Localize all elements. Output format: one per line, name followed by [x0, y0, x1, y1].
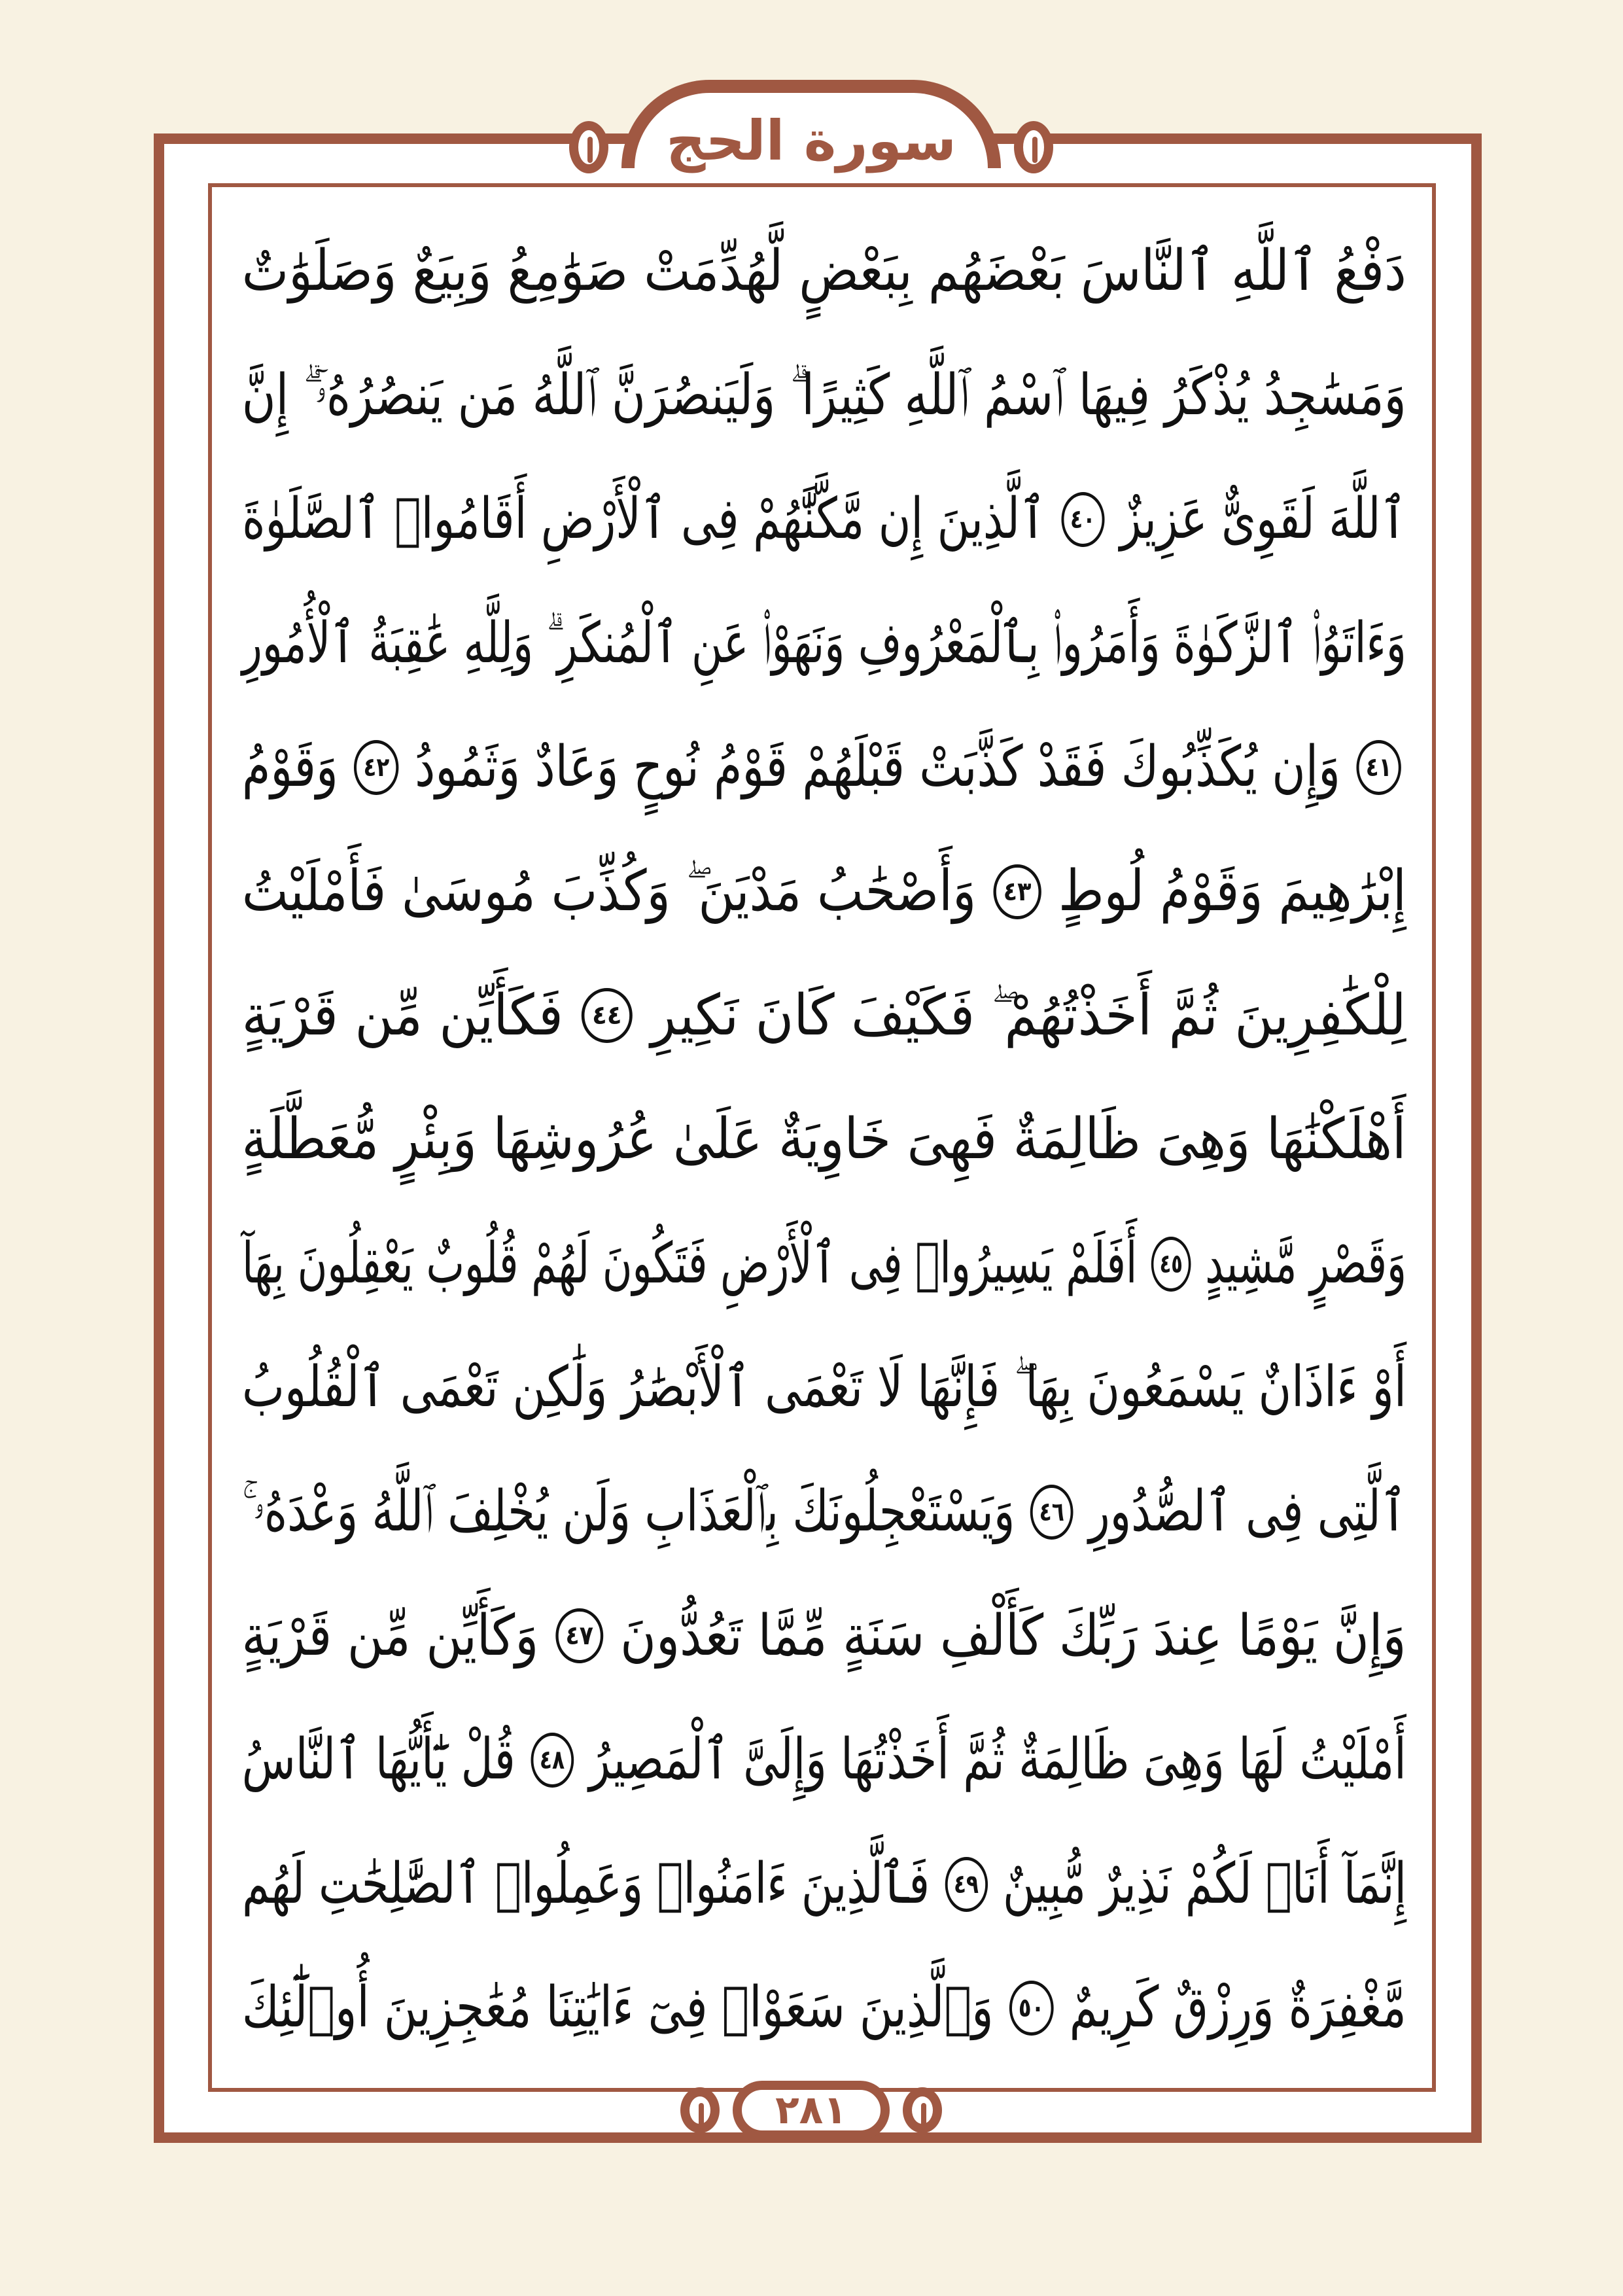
verse-text: فَٱلَّذِينَ ءَامَنُوا۟ وَعَمِلُوا۟ ٱلصَّٰلِحَٰتِ لَهُم — [242, 1850, 930, 1916]
verse-text: ٱلَّذِينَ إِن مَّكَّنَّٰهُمْ فِى ٱلْأَرْضِ أَقَامُوا۟ ٱلصَّلَوٰةَ — [242, 486, 1046, 552]
verse-text: أَوْ ءَاذَانٌ يَسْمَعُونَ بِهَا ۖ فَإِنَّهَا لَا تَعْمَى ٱلْأَبْصَٰرُ وَلَٰكِن تَعْمَى ٱلْقُلُوبُ — [242, 1354, 1406, 1421]
ayah-number-marker: ٤٢ — [354, 740, 398, 795]
text-line — [242, 582, 1406, 706]
text-line — [242, 954, 1406, 1078]
verse-text: قُلْ يَٰٓأَيُّهَا ٱلنَّاسُ — [242, 1727, 515, 1793]
verse-text: أَمْلَيْتُ لَهَا وَهِىَ ظَالِمَةٌ ثُمَّ أَخَذْتُهَا وَإِلَىَّ ٱلْمَصِيرُ — [589, 1727, 1406, 1793]
page-number: ٢٨١ — [733, 2081, 890, 2140]
ayah-number-marker: ٤٨ — [531, 1733, 574, 1788]
verse-text: وَأَصْحَٰبُ مَدْيَنَ ۖ وَكُذِّبَ مُوسَىٰ فَأَمْلَيْتُ — [242, 858, 977, 924]
verse-text: مَّغْفِرَةٌ وَرِزْقٌ كَرِيمٌ — [1069, 1975, 1406, 2041]
ayah-number-marker: ٤٦ — [1030, 1485, 1073, 1540]
text-line — [242, 1698, 1406, 1822]
surah-title: سورة الحج — [666, 108, 956, 173]
header-ornament-left — [569, 121, 608, 173]
verse-text: ٱللَّهَ لَقَوِىٌّ عَزِيزٌ — [1119, 486, 1406, 552]
verse-text: ٱلَّتِى فِى ٱلصُّدُورِ — [1088, 1478, 1406, 1544]
footer-ornament-left — [680, 2087, 720, 2133]
text-line — [242, 1326, 1406, 1450]
verse-text: وَءَاتَوُا۟ ٱلزَّكَوٰةَ وَأَمَرُوا۟ بِٱلْمَعْرُوفِ وَنَهَوْا۟ عَنِ ٱلْمُنكَرِ ۗ وَلِلَّهِ عَٰقِبَةُ ٱلْأُمُورِ — [242, 610, 1406, 676]
text-line — [242, 1450, 1406, 1574]
footer-ornament-right — [903, 2087, 942, 2133]
text-line — [242, 1574, 1406, 1699]
ayah-number-marker: ٤٤ — [582, 988, 633, 1043]
verse-text: وَكَأَيِّن مِّن قَرْيَةٍ — [242, 1602, 539, 1669]
ayah-number-marker: ٤٣ — [994, 864, 1041, 919]
text-line — [242, 1202, 1406, 1326]
page-text — [242, 209, 1406, 2070]
verse-text: وَيَسْتَعْجِلُونَكَ بِٱلْعَذَابِ وَلَن يُخْلِفَ ٱللَّهُ وَعْدَهُۥ ۚ — [242, 1478, 1015, 1544]
verse-text: وَإِنَّ يَوْمًا عِندَ رَبِّكَ كَأَلْفِ سَنَةٍ مِّمَّا تَعُدُّونَ — [620, 1602, 1406, 1669]
text-line — [242, 209, 1406, 334]
text-line — [242, 830, 1406, 954]
verse-text: وَقَصْرٍ مَّشِيدٍ — [1205, 1230, 1406, 1296]
ayah-number-marker: ٤١ — [1356, 740, 1401, 795]
ayah-number-marker: ٤٧ — [556, 1608, 604, 1663]
ayah-number-marker: ٤٩ — [945, 1857, 987, 1912]
text-line — [242, 457, 1406, 582]
header-ornament-right — [1014, 121, 1053, 173]
verse-text: وَمَسَٰجِدُ يُذْكَرُ فِيهَا ٱسْمُ ٱللَّهِ كَثِيرًا ۗ وَلَيَنصُرَنَّ ٱللَّهُ مَن يَنصُرُهُۥٓ ۗ إِنَّ — [242, 362, 1406, 428]
verse-text: فَكَأَيِّن مِّن قَرْيَةٍ — [242, 982, 564, 1048]
ayah-number-marker: ٤٥ — [1151, 1237, 1191, 1292]
text-line — [242, 705, 1406, 830]
verse-text: لِلْكَٰفِرِينَ ثُمَّ أَخَذْتُهُمْ ۖ فَكَيْفَ كَانَ نَكِيرِ — [651, 982, 1406, 1048]
verse-text: دَفْعُ ٱللَّهِ ٱلنَّاسَ بَعْضَهُم بِبَعْضٍ لَّهُدِّمَتْ صَوَٰمِعُ وَبِيَعٌ وَصَلَوَٰتٌ — [242, 238, 1406, 304]
surah-header — [621, 80, 1001, 173]
text-line — [242, 1822, 1406, 1947]
ayah-number-marker: ٥٠ — [1009, 1981, 1054, 2036]
verse-text: أَفَلَمْ يَسِيرُوا۟ فِى ٱلْأَرْضِ فَتَكُونَ لَهُمْ قُلُوبٌ يَعْقِلُونَ بِهَآ — [242, 1230, 1138, 1296]
verse-text: وَإِن يُكَذِّبُوكَ فَقَدْ كَذَّبَتْ قَبْلَهُمْ قَوْمُ نُوحٍ وَعَادٌ وَثَمُودُ — [415, 734, 1341, 800]
verse-text: إِبْرَٰهِيمَ وَقَوْمُ لُوطٍ — [1058, 858, 1406, 924]
text-line — [242, 334, 1406, 458]
verse-text: إِنَّمَآ أَنَا۠ لَكُمْ نَذِيرٌ مُّبِينٌ — [1002, 1850, 1406, 1916]
text-line — [242, 1946, 1406, 2070]
verse-text: وَٱلَّذِينَ سَعَوْا۟ فِىٓ ءَايَٰتِنَا مُعَٰجِزِينَ أُو۟لَٰٓئِكَ — [242, 1975, 994, 2041]
verse-text: أَهْلَكْنَٰهَا وَهِىَ ظَالِمَةٌ فَهِىَ خَاوِيَةٌ عَلَىٰ عُرُوشِهَا وَبِئْرٍ مُّعَطَّلَةٍ — [242, 1106, 1406, 1173]
text-line — [242, 1078, 1406, 1202]
verse-text: وَقَوْمُ — [242, 734, 338, 800]
ayah-number-marker: ٤٠ — [1061, 492, 1104, 547]
